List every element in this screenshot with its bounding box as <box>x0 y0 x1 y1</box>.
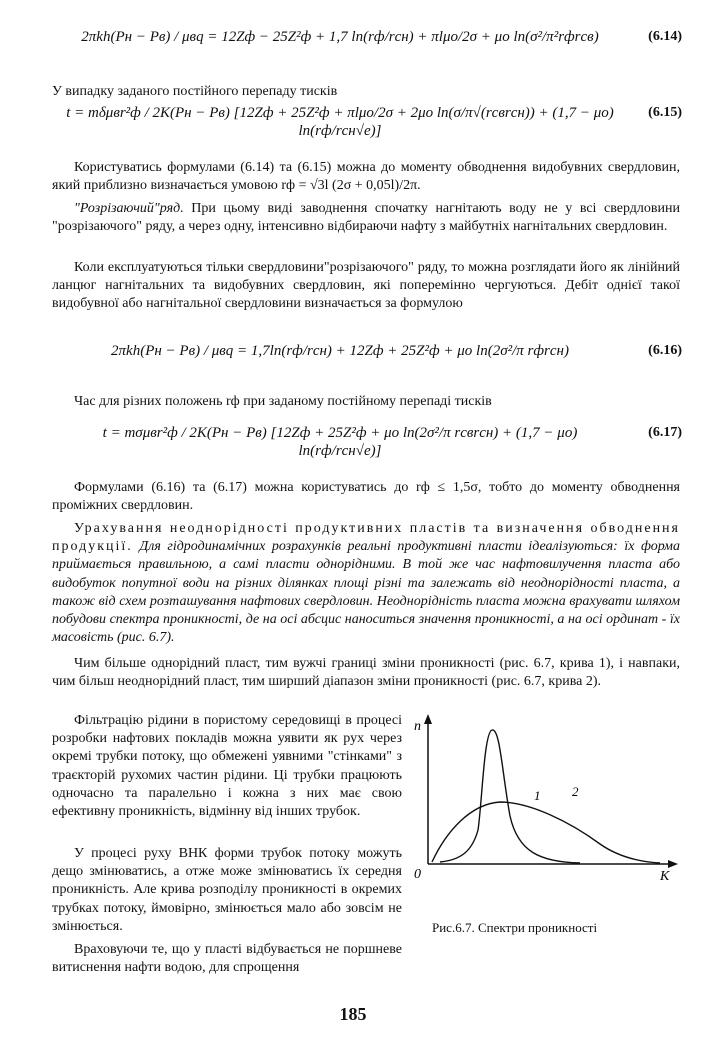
x-axis-label: K <box>660 869 670 882</box>
permeability-spectrum-figure <box>410 712 680 882</box>
formula-number: (6.14) <box>648 29 682 44</box>
paragraph: Фільтрацію рідини в пористому середовищі в процесі розробки нафтових покладів можна уявити як рух через окремі трубки потоку, що обмежені уявними "стінками" з траєкторій рухомих частин рідини. Ці трубки працюють одночасно та паралельно і кожна з них має свою ефективну проникність, відмінну від інших трубок. <box>52 713 402 820</box>
formula-number: (6.15) <box>648 105 682 120</box>
curve-2-label: 2 <box>572 784 579 799</box>
paragraph: Коли експлуатуються тільки свердловини"розрізаючого" ряду, то можна розглядати його як лінійний ланцюг нагнітальних та видобувних свердловин, які поперемінно чергуються. Дебіт однієї такої видобувної або нагнітальної свердловини визначається за формулою <box>52 260 680 312</box>
curve-1-label: 1 <box>534 788 541 803</box>
paragraph: Користуватись формулами (6.14) та (6.15) можна до моменту обводнення видобувних свердловин, який приблизно визначається умовою rф = √3l (2σ + 0,05l)/2π. <box>52 160 680 194</box>
x-axis-arrow <box>668 860 678 868</box>
paragraph: У випадку заданого постійного перепаду тисків <box>52 84 338 99</box>
figure-caption: Рис.6.7. Спектри проникності <box>432 920 598 935</box>
paragraph-text: При цьому виді заводнення спочатку нагнітають воду не у всі свердловини "розрізаючого" ряду, а через одну, інтенсивно відбираючи нафту з майбутніх нагнітальних свердловин. <box>52 201 680 235</box>
paragraph: У процесі руху ВНК форми трубок потоку можуть дещо змінюватись, а отже може змінюватись їх середня проникність. Але крива розподілу проникності в окремих трубках потоку, ймовірно, змінюється мало або зовсім не змінюється. <box>52 846 402 934</box>
paragraph-text: Для гідродинамічних розрахунків реальні продуктивні пласти ідеалізуються: їх форма приймається правильною, а самі пласти однорідними. В той же час нафтовилучення пласта або видобуток попутної води на різних ділянках площі різні та залежать від неоднорідності пласта, а також від схем розташування нафтових свердловин. Неоднорідність пласта можна врахувати шляхом побудови спектра проникності, де на осі абсцис наноситься значення проникності, а на осі ординат - їх масовість (рис. 6.7). <box>52 539 680 646</box>
paragraph: Формулами (6.16) та (6.17) можна користуватись до rф ≤ 1,5σ, тобто до моменту обводнення проміжних свердловин. <box>52 480 680 514</box>
formula-expression: t = mδμвr²ф / 2K(Pн − Pв) [12Zф + 25Z²ф + πlμo/2σ + 2μo ln(σ/π√(rсвrсн)) + (1,7 − μo) ln(rф/rсн√e)] <box>66 105 614 139</box>
formula-number: (6.17) <box>648 425 682 440</box>
page-number: 185 <box>339 1004 367 1024</box>
paragraph <box>52 520 680 647</box>
paragraph <box>52 200 680 236</box>
y-axis-label: n <box>414 719 421 734</box>
section-title: Урахування неоднорідності продуктивних пластів та визначення обводнення продукції. <box>52 521 680 555</box>
section-title: "Розрізаючий"ряд. <box>74 201 184 216</box>
curve-1 <box>440 730 580 863</box>
formula-number: (6.16) <box>648 343 682 358</box>
formula-expression: t = mσμвr²ф / 2K(Pн − Pв) [12Zф + 25Z²ф + μo ln(2σ²/π rсвrсн) + (1,7 − μo) ln(rф/rсн√e)] <box>102 425 578 459</box>
paragraph: Враховуючи те, що у пласті відбувається не поршневе витиснення нафти водою, для спрощення <box>52 942 402 976</box>
curve-2 <box>432 802 660 863</box>
formula-expression: 2πkh(Pн − Pв) / μвq = 1,7ln(rф/rсн) + 12Zф + 25Z²ф + μo ln(2σ²/π rфrсн) <box>111 343 569 359</box>
y-axis-arrow <box>424 714 432 724</box>
formula-expression: 2πkh(Pн − Pв) / μвq = 12Zф − 25Z²ф + 1,7 ln(rф/rсн) + πlμo/2σ + μo ln(σ²/π²rфrсв) <box>81 29 599 45</box>
paragraph: Чим більше однорідний пласт, тим вужчі границі зміни проникності (рис. 6.7, крива 1), і навпаки, чим більш неоднорідний пласт, тим ширший діапазон зміни проникності (рис. 6.7, крива 2). <box>52 656 680 690</box>
origin-label: 0 <box>414 867 421 882</box>
paragraph: Час для різних положень rф при заданому постійному перепаді тисків <box>74 394 492 409</box>
